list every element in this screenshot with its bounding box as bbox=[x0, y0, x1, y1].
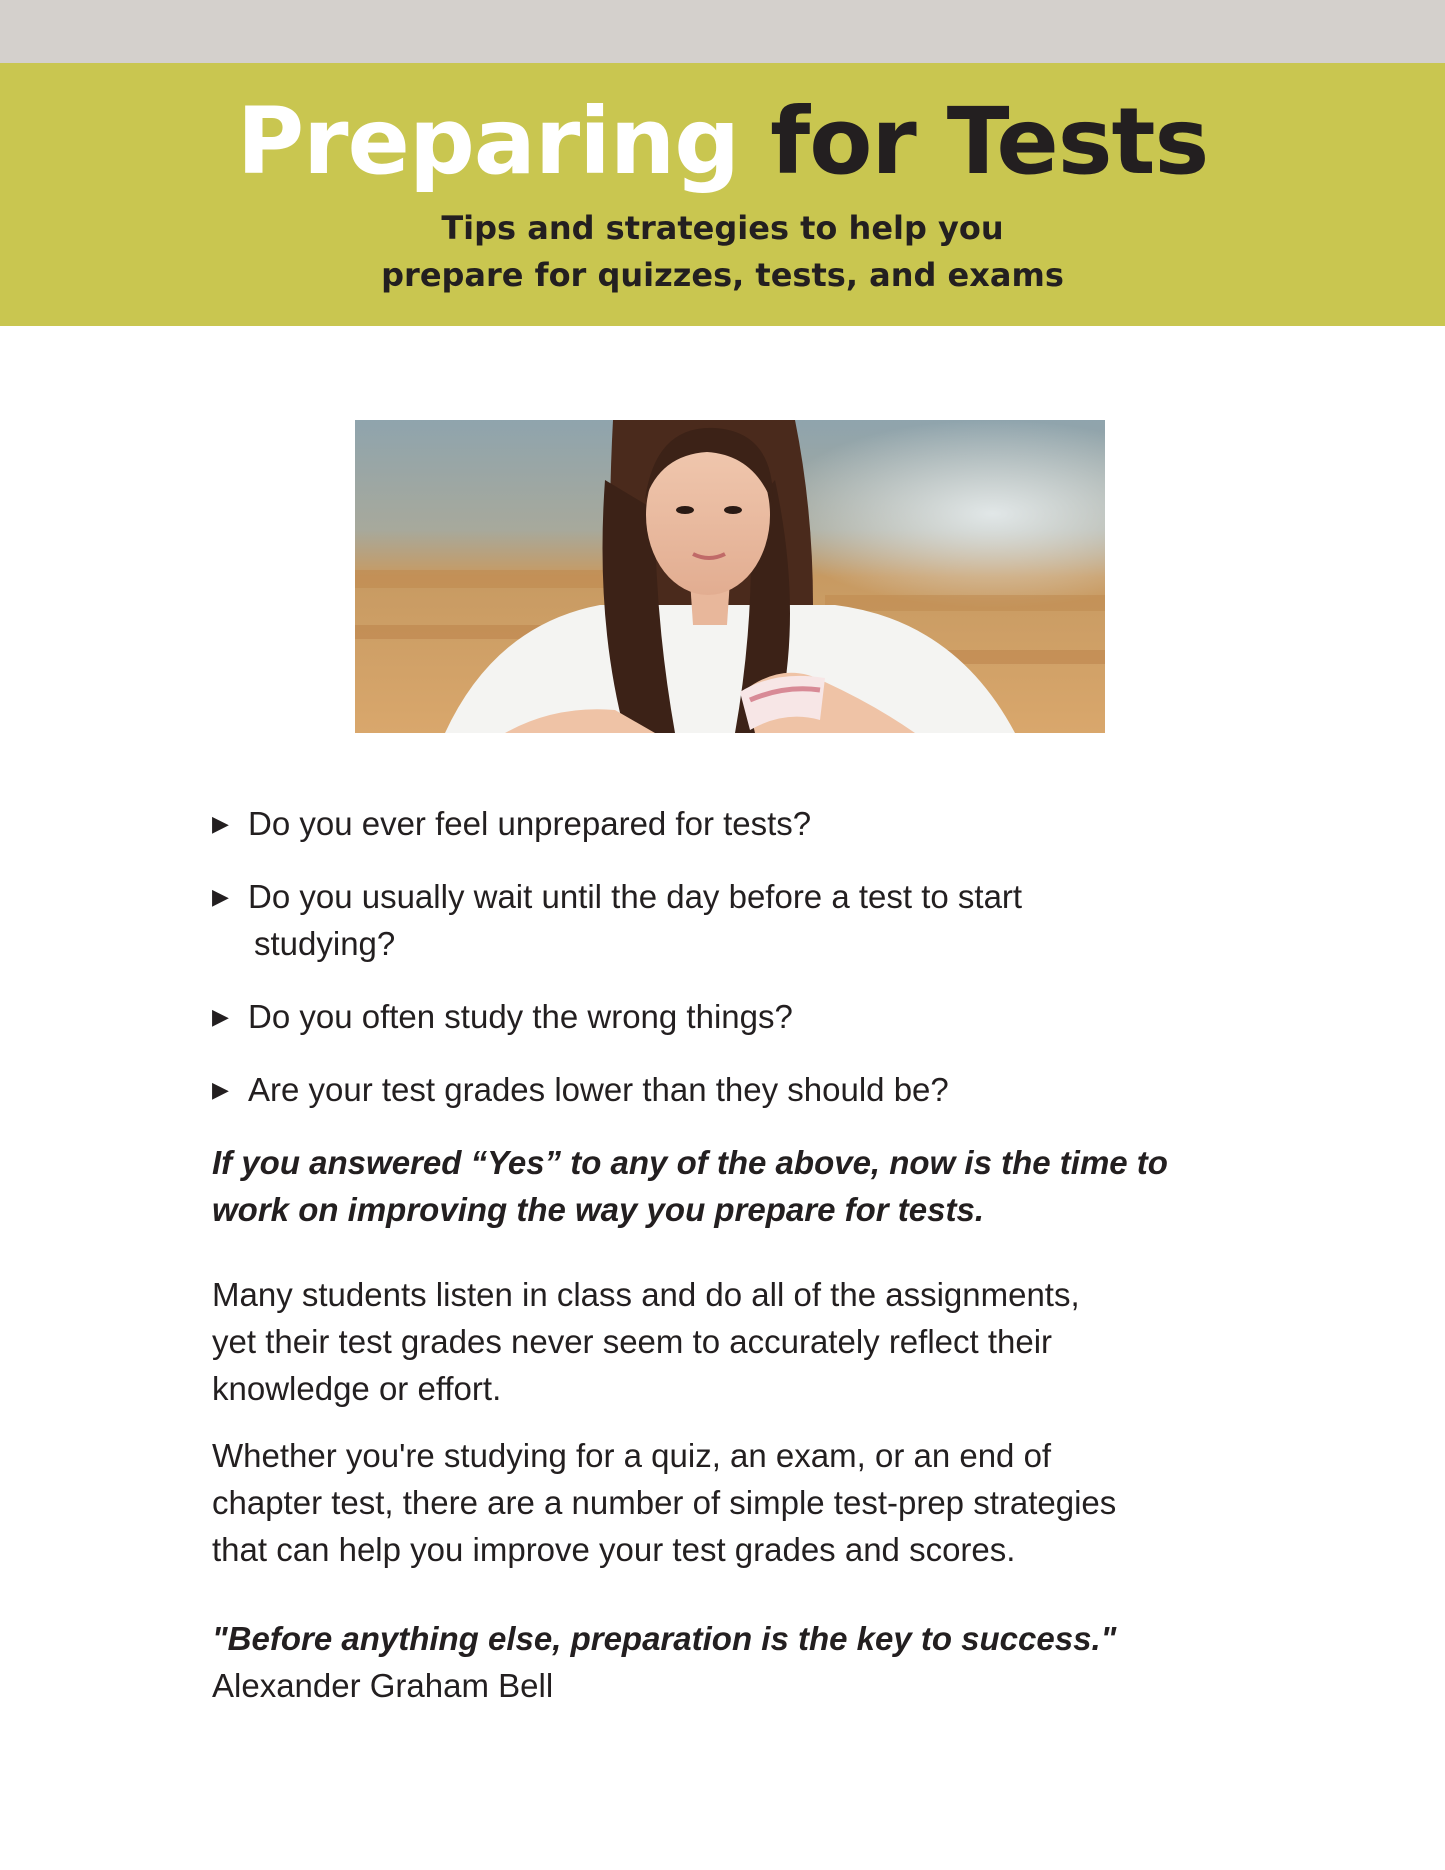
triangle-right-icon: ▶ bbox=[212, 811, 229, 836]
paragraph-line: yet their test grades never seem to accurately reflect their bbox=[212, 1323, 1053, 1360]
student-reading-photo bbox=[355, 420, 1105, 733]
list-item-text: Do you ever feel unprepared for tests? bbox=[248, 805, 812, 842]
main-content bbox=[212, 800, 1232, 1709]
quote-block bbox=[212, 1615, 1232, 1709]
subtitle-line-2: prepare for quizzes, tests, and exams bbox=[381, 256, 1064, 294]
list-item-text: Do you often study the wrong things? bbox=[248, 998, 793, 1035]
title-part-preparing: Preparing bbox=[236, 88, 740, 195]
question-list bbox=[212, 800, 1232, 1113]
subtitle-line-1: Tips and strategies to help you bbox=[441, 209, 1004, 247]
list-item-text-continued: studying? bbox=[254, 925, 396, 962]
top-strip bbox=[0, 0, 1445, 63]
callout-line-2: work on improving the way you prepare for tests. bbox=[212, 1191, 984, 1228]
header-banner bbox=[0, 63, 1445, 326]
quote-author: Alexander Graham Bell bbox=[212, 1667, 554, 1704]
paragraph-line: chapter test, there are a number of simple test-prep strategies bbox=[212, 1484, 1117, 1521]
page-title bbox=[0, 87, 1445, 197]
paragraph-line: knowledge or effort. bbox=[212, 1370, 502, 1407]
triangle-right-icon: ▶ bbox=[212, 1077, 229, 1102]
paragraph-line: that can help you improve your test grades and scores. bbox=[212, 1531, 1016, 1568]
list-item bbox=[212, 1066, 1232, 1113]
list-item bbox=[212, 993, 1232, 1040]
triangle-right-icon: ▶ bbox=[212, 884, 229, 909]
triangle-right-icon: ▶ bbox=[212, 1004, 229, 1029]
callout-text bbox=[212, 1139, 1232, 1233]
list-item-text: Are your test grades lower than they should be? bbox=[248, 1071, 949, 1108]
quote-text: "Before anything else, preparation is the key to success." bbox=[212, 1620, 1117, 1657]
list-item bbox=[212, 873, 1232, 967]
body-paragraph-1 bbox=[212, 1271, 1232, 1412]
paragraph-line: Many students listen in class and do all of the assignments, bbox=[212, 1276, 1080, 1313]
body-paragraph-2 bbox=[212, 1432, 1232, 1573]
list-item bbox=[212, 800, 1232, 847]
page-subtitle bbox=[0, 205, 1445, 299]
callout-line-1: If you answered “Yes” to any of the above, now is the time to bbox=[212, 1144, 1168, 1181]
list-item-text: Do you usually wait until the day before a test to start bbox=[248, 878, 1023, 915]
title-part-for-tests: for Tests bbox=[770, 88, 1209, 195]
paragraph-line: Whether you're studying for a quiz, an exam, or an end of bbox=[212, 1437, 1052, 1474]
